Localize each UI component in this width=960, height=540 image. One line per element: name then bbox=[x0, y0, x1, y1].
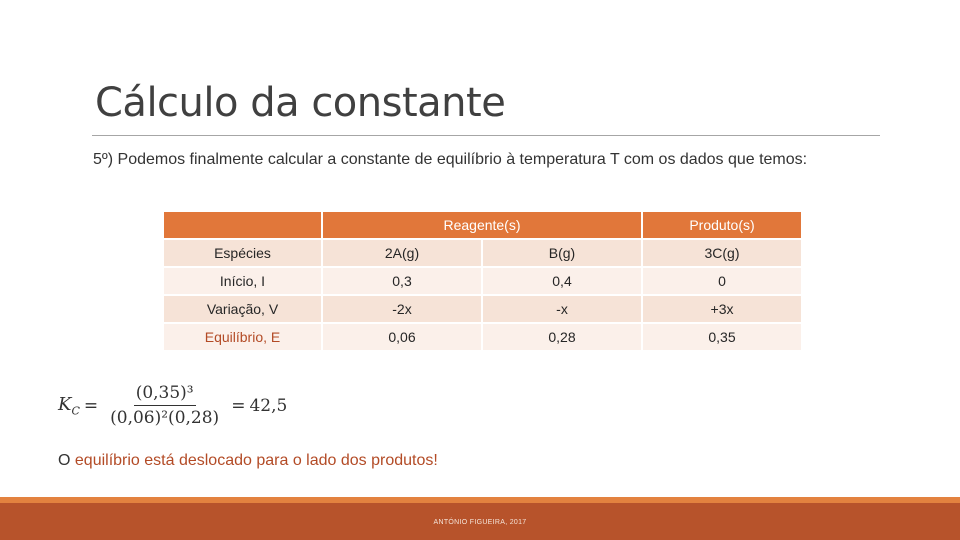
row-label: Início, I bbox=[164, 268, 321, 294]
table-cell: 3C(g) bbox=[643, 240, 801, 266]
slide-title: Cálculo da constante bbox=[95, 80, 506, 126]
kc-symbol bbox=[58, 394, 80, 418]
table-cell: 0,06 bbox=[323, 324, 481, 350]
header-product: Produto(s) bbox=[643, 212, 801, 238]
table-row bbox=[164, 296, 801, 322]
formula-result: 42,5 bbox=[249, 395, 288, 416]
row-label: Equilíbrio, E bbox=[164, 324, 321, 350]
table-cell: 0 bbox=[643, 268, 801, 294]
footer-credit: ANTÓNIO FIGUEIRA, 2017 bbox=[433, 519, 527, 526]
equals-sign-2: = bbox=[231, 395, 246, 416]
table-row bbox=[164, 268, 801, 294]
table-cell: 0,35 bbox=[643, 324, 801, 350]
equilibrium-constant-formula bbox=[58, 383, 287, 428]
table-row bbox=[164, 324, 801, 350]
table-cell: -x bbox=[483, 296, 641, 322]
ice-table bbox=[162, 210, 803, 352]
header-reagent: Reagente(s) bbox=[323, 212, 641, 238]
table-cell: B(g) bbox=[483, 240, 641, 266]
table-cell: 0,3 bbox=[323, 268, 481, 294]
footer-accent-stripe bbox=[0, 497, 960, 503]
table-cell: +3x bbox=[643, 296, 801, 322]
conclusion-prefix: O bbox=[58, 452, 75, 469]
intro-text: 5º) Podemos finalmente calcular a constante de equilíbrio à temperatura T com os dados que temos: bbox=[93, 151, 808, 168]
table-cell: 2A(g) bbox=[323, 240, 481, 266]
equals-sign: = bbox=[83, 395, 99, 416]
row-label: Espécies bbox=[164, 240, 321, 266]
conclusion-text bbox=[58, 452, 438, 470]
formula-fraction bbox=[110, 383, 219, 428]
formula-denominator: (0,06)²(0,28) bbox=[110, 408, 220, 428]
table-cell: 0,4 bbox=[483, 268, 641, 294]
title-divider bbox=[92, 135, 880, 136]
table-cell: 0,28 bbox=[483, 324, 641, 350]
kc-subscript: C bbox=[71, 404, 80, 418]
table-row bbox=[164, 240, 801, 266]
header-blank-cell bbox=[164, 212, 321, 238]
table-header-row bbox=[164, 212, 801, 238]
row-label: Variação, V bbox=[164, 296, 321, 322]
table-cell: -2x bbox=[323, 296, 481, 322]
k-letter: K bbox=[58, 393, 72, 415]
conclusion-highlight: equilíbrio está deslocado para o lado dos produtos! bbox=[74, 452, 438, 469]
formula-numerator: (0,35)³ bbox=[134, 383, 196, 406]
